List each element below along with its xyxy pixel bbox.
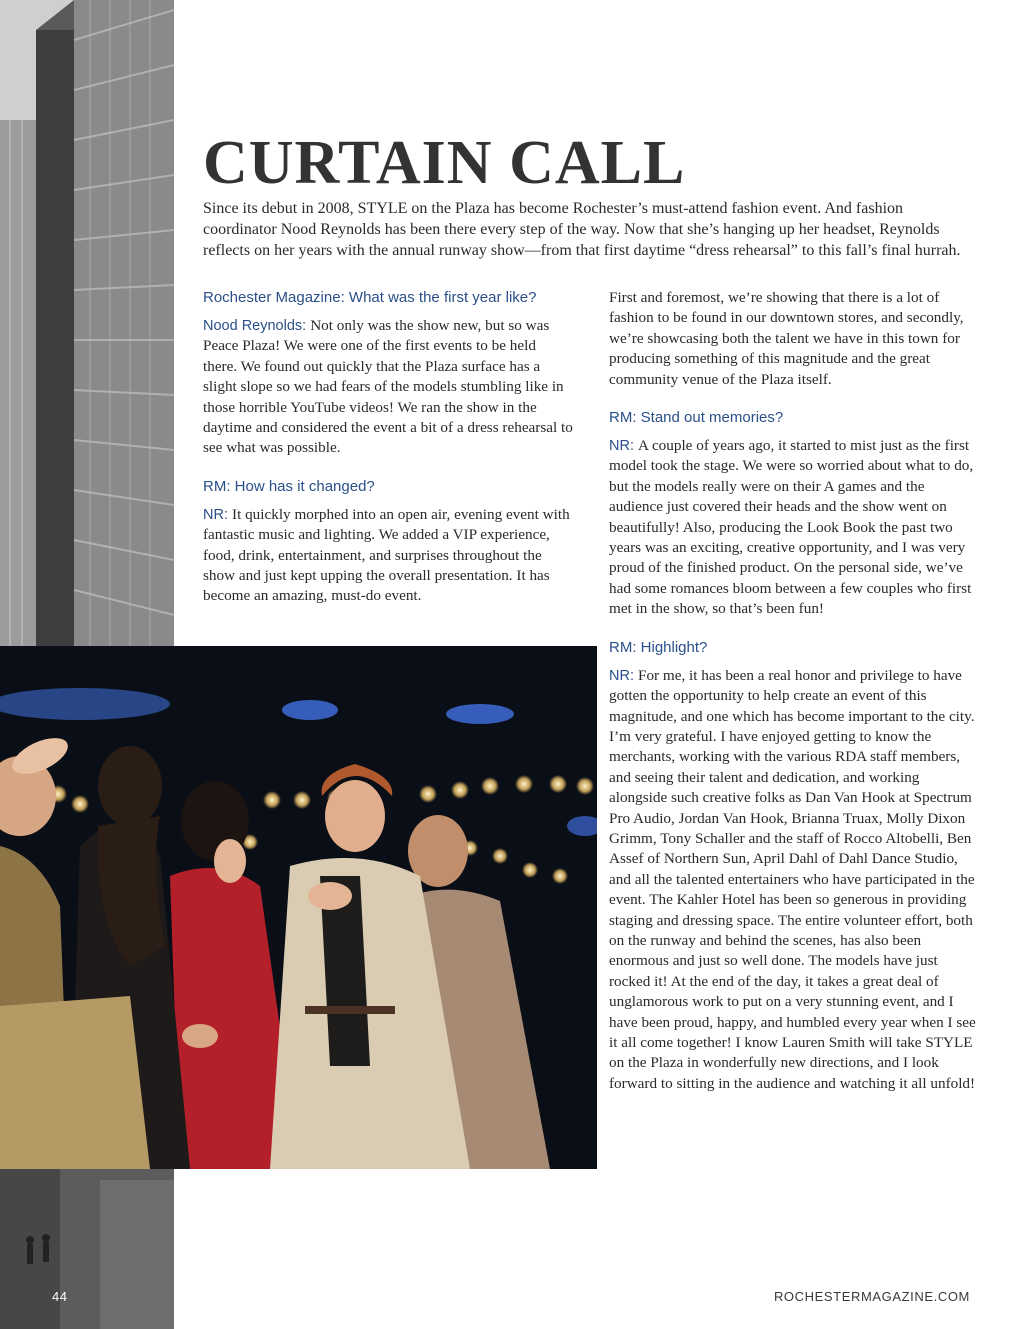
speaker-separator: :	[302, 318, 311, 334]
speaker-label: Nood Reynolds	[203, 318, 303, 334]
answer-text: A couple of years ago, it started to mist just as the first model took the stage. We were so worried about what to do, but the models really were on their A games and the audience just covered their heads and the show went on beautifully! Also, producing the Look Book the past two years was an exciting, creative opportunity, and I was very proud of the finished product. On the personal side, we’ve had some romances bloom between a few couples who first met in the show, so that’s been fun!	[609, 437, 974, 618]
answer-changed-continued: First and foremost, we’re showing that there is a lot of fashion to be found in our downtown stores, and secondly, we’re showcasing both the talent we have in this town for producing something of this magnitude and the great community venue of the Plaza itself.	[609, 289, 964, 388]
answer-memories	[609, 436, 981, 620]
article-title: CURTAIN CALL	[203, 129, 686, 197]
question-first-year: Rochester Magazine: What was the first year like?	[203, 289, 537, 306]
page-number: 44	[52, 1289, 68, 1304]
speaker-separator: :	[223, 506, 233, 523]
speaker-label: NR	[609, 438, 630, 455]
answer-changed	[203, 505, 573, 607]
runway-photo	[0, 646, 597, 1169]
answer-text: For me, it has been a real honor and privilege to have gotten the opportunity to help create an event of this magnitude, and one which has become important to the city. I’m very grateful. I have enjoyed getting to know the merchants, working with the various RDA staff members, and seeing their talent and dedication, and working alongside such creative folks as Dan Van Hook at Spectrum Pro Audio, Jordan Van Hook, Brianna Truax, Molly Dixon Grimm, Tony Schaller and the staff of Rocco Altobelli, Ben Assef of Northern Sun, April Dahl of Dahl Dance Studio, and all the talented entertainers who have participated in the event. The Kahler Hotel has been so generous in providing staging and dressing space. The entire volunteer effort, both on the runway and behind the scenes, has also been enormous and just so well done. The models have just rocked it! At the end of the day, it takes a great deal of unglamorous work to put on a very stunning event, and I have been proud, happy, and humbled every year when I see it all come together! I know Lauren Smith will take STYLE on the Plaza in wonderfully new directions, and I look forward to sitting in the audience and watching it all unfold!	[609, 666, 976, 1092]
website-footer: ROCHESTERMAGAZINE.COM	[773, 1289, 970, 1304]
left-column	[203, 288, 573, 625]
answer-highlight	[609, 666, 981, 1095]
article-intro: Since its debut in 2008, STYLE on the Plaza has become Rochester’s must-attend fashion event. And fashion coordinator Nood Reynolds has been there every step of the way. Now that she’s hanging up her headset, Reynolds reflects on her years with the annual runway show—from that first daytime “dress rehearsal” to this fall’s final hurrah.	[203, 200, 961, 259]
speaker-label: NR	[609, 667, 630, 684]
question-highlight: RM: Highlight?	[609, 638, 708, 656]
speaker-separator: :	[629, 438, 639, 455]
question-memories: RM: Stand out memories?	[609, 409, 784, 427]
speaker-separator: :	[629, 667, 639, 684]
answer-text: Not only was the show new, but so was Peace Plaza! We were one of the first events to be held there. We found out quickly that the Plaza surface has a slight slope so we had fears of the models stumbling like in those horrible YouTube videos! We ran the show in the daytime and considered the event a bit of a dress rehearsal to see what was possible.	[203, 317, 573, 457]
question-changed: RM: How has it changed?	[203, 477, 375, 495]
answer-text: It quickly morphed into an open air, evening event with fantastic music and lighting. We added a VIP experience, food, drink, entertainment, and surprises throughout the show and just kept upping the overall presentation. It has become an amazing, must-do event.	[203, 505, 570, 605]
right-column	[609, 288, 981, 1112]
speaker-label: NR	[203, 506, 224, 523]
answer-first-year	[203, 316, 573, 459]
